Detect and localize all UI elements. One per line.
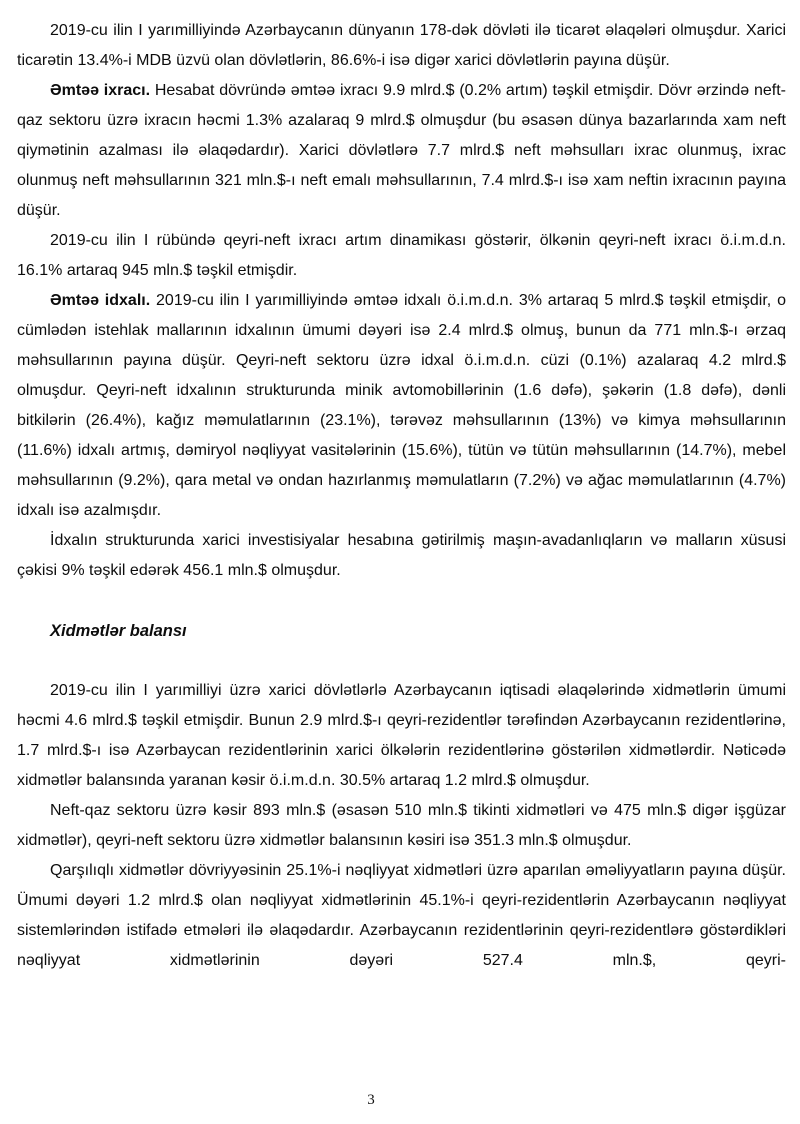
paragraph-lead: Əmtəə ixracı.: [50, 82, 155, 99]
paragraph: Qarşılıqlı xidmətlər dövriyyəsinin 25.1%-i nəqliyyat xidmətləri üzrə aparılan əməliyyatların payına düşür. Ümumi dəyəri 1.2 mlrd.$ olan nəqliyyat xidmətlərinin 45.1%-i qeyri-rezidentlərin Azərbaycanın nəqliyyat sistemlərindən istifadə etmələri ilə əlaqədardır. Azərbaycanın rezidentlərinin qeyri-rezidentlərə göstərdikləri nəqliyyat xidmətlərinin dəyəri 527.4 mln.$, qeyri-: [17, 862, 786, 969]
paragraph: Əmtəə ixracı. Hesabat dövründə əmtəə ixracı 9.9 mlrd.$ (0.2% artım) təşkil etmişdir. Dövr ərzində neft-qaz sektoru üzrə ixracın həcmi 1.3% azalaraq 9 mlrd.$ olmuşdur (bu əsasən dünya bazarlarında xam neft qiymətinin azalması ilə əlaqədardır). Xarici dövlətlərə 7.7 mlrd.$ neft məhsulları ixrac olunmuş, ixrac olunmuş neft məhsullarının 321 mln.$-ı neft emalı məhsullarının, 7.4 mlrd.$-ı isə xam neftin ixracının payına düşür.: [17, 82, 786, 219]
page-number: 3: [367, 1092, 375, 1108]
paragraph: İdxalın strukturunda xarici investisiyalar hesabına gətirilmiş maşın-avadanlıqların və malların xüsusi çəkisi 9% təşkil edərək 456.1 mln.$ olmuşdur.: [17, 532, 786, 579]
page-footer: [0, 1090, 800, 1110]
paragraph: 2019-cu ilin I rübündə qeyri-neft ixracı artım dinamikası göstərir, ölkənin qeyri-neft ixracı ö.i.m.d.n. 16.1% artaraq 945 mln.$ təşkil etmişdir.: [17, 232, 786, 279]
paragraph: 2019-cu ilin I yarımilliyində Azərbaycanın dünyanın 178-dək dövləti ilə ticarət əlaqələri olmuşdur. Xarici ticarətin 13.4%-i MDB üzvü olan dövlətlərin, 86.6%-i isə digər xarici dövlətlərin payına düşür.: [17, 22, 786, 69]
paragraph-lead: Əmtəə idxalı.: [50, 292, 157, 309]
paragraph: 2019-cu ilin I yarımilliyi üzrə xarici dövlətlərlə Azərbaycanın iqtisadi əlaqələrində xidmətlərin ümumi həcmi 4.6 mlrd.$ təşkil etmişdir. Bunun 2.9 mlrd.$-ı qeyri-rezidentlər tərəfindən Azərbaycanın rezidentlərinə, 1.7 mlrd.$-ı isə Azərbaycan rezidentlərinin xarici ölkələrin rezidentlərinə göstərilən xidmətlərdir. Nəticədə xidmətlər balansında yaranan kəsir ö.i.m.d.n. 30.5% artaraq 1.2 mlrd.$ olmuşdur.: [17, 682, 786, 789]
paragraph: Əmtəə idxalı. 2019-cu ilin I yarımilliyində əmtəə idxalı ö.i.m.d.n. 3% artaraq 5 mlrd.$ təşkil etmişdir, o cümlədən istehlak mallarının idxalının ümumi dəyəri isə 2.4 mlrd.$ olmuş, bunun da 771 mln.$-ı ərzaq məhsullarının payına düşür. Qeyri-neft sektoru üzrə idxal ö.i.m.d.n. cüzi (0.1%) azalaraq 4.2 mlrd.$ olmuşdur. Qeyri-neft idxalının strukturunda minik avtomobillərinin (1.6 dəfə), şəkərin (1.8 dəfə), dənli bitkilərin (26.4%), kağız məmulatlarının (23.1%), tərəvəz məhsullarının (13%) və kimya məhsullarının (11.6%) idxalı artmış, dəmiryol nəqliyyat vasitələrinin (15.6%), tütün və tütün məhsullarının (14.7%), mebel məhsullarının (9.2%), qara metal və ondan hazırlanmış məmulatların (7.2%) və ağac məmulatlarının (4.7%) idxalı isə azalmışdır.: [17, 292, 786, 519]
paragraph: Neft-qaz sektoru üzrə kəsir 893 mln.$ (əsasən 510 mln.$ tikinti xidmətləri və 475 mln.$ digər işgüzar xidmətlər), qeyri-neft sektoru üzrə xidmətlər balansının kəsiri isə 351.3 mln.$ olmuşdur.: [17, 802, 786, 849]
section-heading: Xidmətlər balansı: [50, 622, 187, 640]
